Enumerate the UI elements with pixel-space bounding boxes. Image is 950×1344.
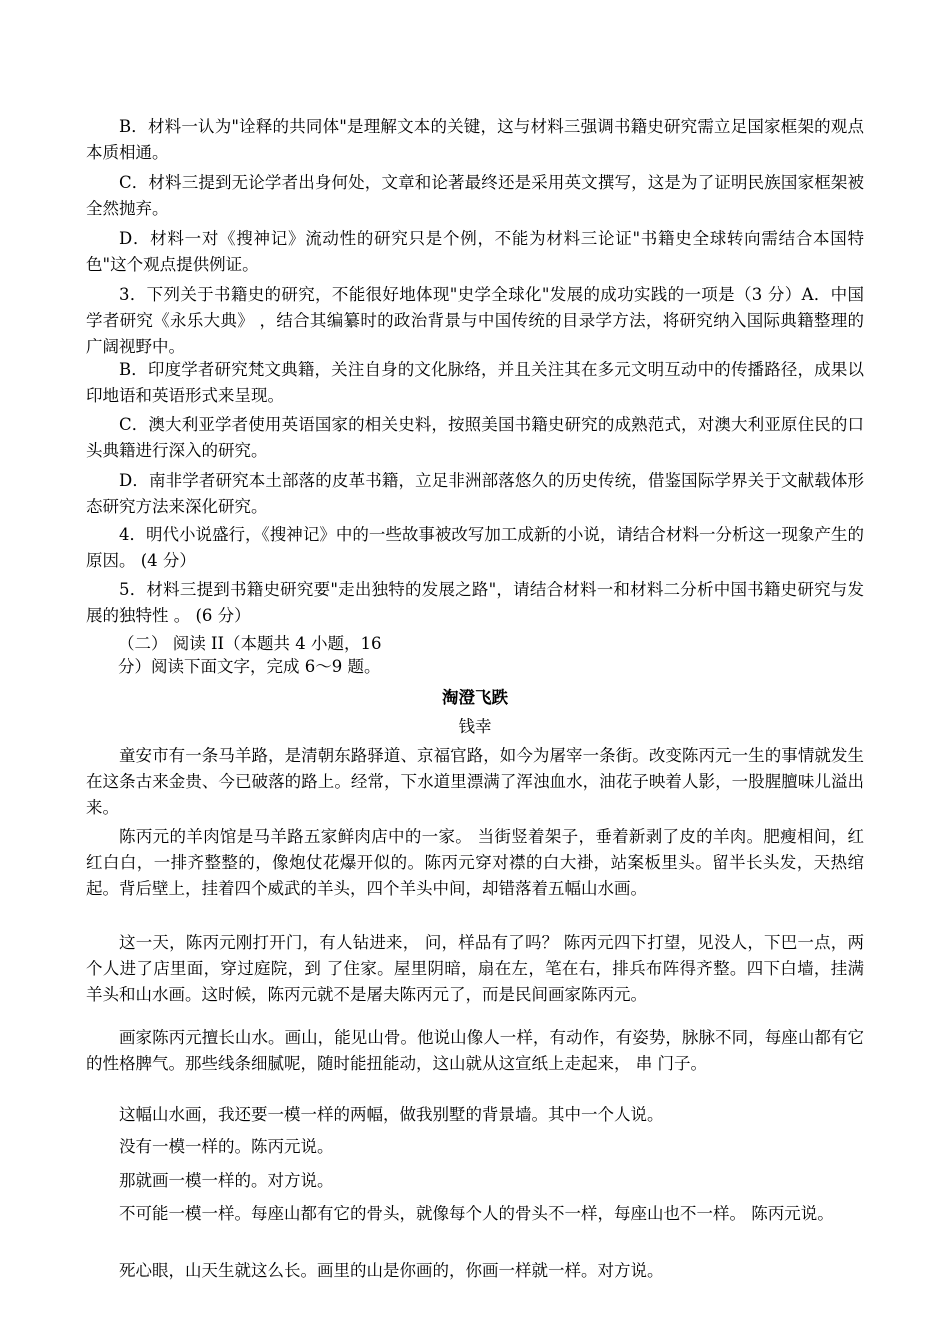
section-heading-line2: 分）阅读下面文字，完成 6～9 题。 [118,657,381,676]
question-3: 3．下列关于书籍史的研究，不能很好地体现"史学全球化"发展的成功实践的一项是（3 分）A．中国学者研究《永乐大典》 ，结合其编纂时的政治背景与中国传统的目录学方法，将研究纳入国际典籍整理的广阔视野中。 [86,285,864,356]
question-3-option-d: D．南非学者研究本土部落的皮革书籍，立足非洲部落悠久的历史传统，借鉴国际学界关于文献载体形态研究方法来深化研究。 [86,471,864,516]
story-author: 钱幸 [458,717,492,736]
option-d: D．材料一对《搜神记》流动性的研究只是个例，不能为材料三论证"书籍史全球转向需结合本国特色"这个观点提供例证。 [86,229,864,274]
story-title: 淘澄飞跌 [442,688,508,707]
story-paragraph: 不可能一模一样。每座山都有它的骨头，就像每个人的骨头不一样，每座山也不一样。 陈丙元说。 [119,1204,834,1223]
story-paragraph: 这幅山水画，我还要一模一样的两幅，做我别墅的背景墙。其中一个人说。 [119,1105,664,1124]
story-paragraph: 死心眼，山天生就这么长。画里的山是你画的，你画一样就一样。对方说。 [119,1261,664,1280]
question-3-option-b: B．印度学者研究梵文典籍，关注自身的文化脉络，并且关注其在多元文明互动中的传播路径，成果以印地语和英语形式来呈现。 [86,360,864,405]
question-4: 4．明代小说盛行，《搜神记》中的一些故事被改写加工成新的小说，请结合材料一分析这一现象产生的原因。 (4 分） [86,525,864,570]
story-paragraph: 那就画一模一样的。对方说。 [119,1171,334,1190]
option-c: C．材料三提到无论学者出身何处，文章和论著最终还是采用英文撰写，这是为了证明民族国家框架被全然抛弃。 [86,173,864,218]
story-paragraph: 没有一模一样的。陈丙元说。 [119,1137,334,1156]
story-paragraph: 童安市有一条马羊路，是清朝东路驿道、京福官路，如今为屠宰一条街。改变陈丙元一生的事情就发生在这条古来金贵、今已破落的路上。经常，下水道里漂满了浑浊血水，油花子映着人影，一股腥膻味儿溢出来。 [86,746,864,817]
section-heading-line1: （二） 阅读 II（本题共 4 小题，16 [118,634,382,653]
option-b: B．材料一认为"诠释的共同体"是理解文本的关键，这与材料三强调书籍史研究需立足国家框架的观点本质相通。 [86,117,864,162]
question-5: 5．材料三提到书籍史研究要"走出独特的发展之路"，请结合材料一和材料二分析中国书籍史研究与发展的独特性 。 (6 分） [86,580,864,625]
question-3-option-c: C．澳大利亚学者使用英语国家的相关史料，按照美国书籍史研究的成熟范式，对澳大利亚原住民的口头典籍进行深入的研究。 [86,415,864,460]
story-paragraph: 陈丙元的羊肉馆是马羊路五家鲜肉店中的一家。 当街竖着架子，垂着新剥了皮的羊肉。肥瘦相间，红红白白，一排齐整整的，像炮仗花爆开似的。陈丙元穿对襟的白大褂，站案板里头。留半长头发，天热绾起。背后壁上，挂着四个威武的羊头，四个羊头中间，却错落着五幅山水画。 [86,827,864,898]
story-paragraph: 这一天，陈丙元刚打开门，有人钻进来， 问，样品有了吗？ 陈丙元四下打望，见没人，下巴一点，两个人进了店里面，穿过庭院，到 了住家。屋里阴暗，扇在左，笔在右，排兵布阵得齐整。四下白墙，挂满羊头和山水画。这时候，陈丙元就不是屠夫陈丙元了，而是民间画家陈丙元。 [86,933,864,1004]
story-paragraph: 画家陈丙元擅长山水。画山，能见山骨。他说山像人一样，有动作，有姿势，脉脉不同，每座山都有它的性格脾气。那些线条细腻呢，随时能扭能动，这山就从这宣纸上走起来， 串 门子。 [86,1028,864,1073]
